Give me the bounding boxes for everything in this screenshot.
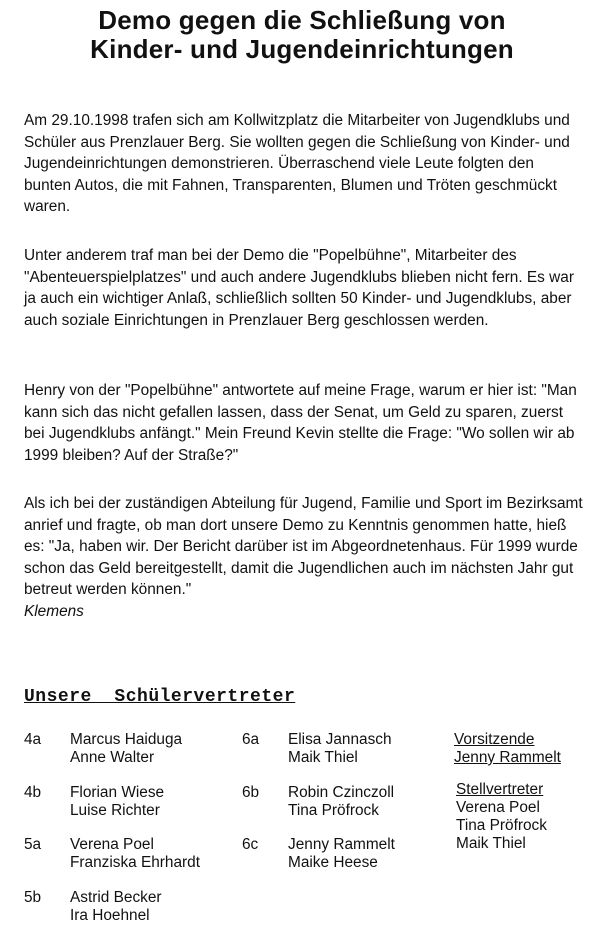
class-grade-4a: 4a [24, 731, 42, 748]
chair-block [454, 731, 561, 767]
article-paragraph-1: Am 29.10.1998 trafen sich am Kollwitzplatz die Mitarbeiter von Jugendklubs und Schüler aus Prenzlauer Berg. Sie wollten gegen die Schließung von Kinder- und Jugendeinrichtungen demonstrieren. Überraschend viele Leute folgten den bunten Autos, die mit Fahnen, Transparenten, Blumen und Tröten geschmückt waren. [24, 112, 570, 215]
class-grade-6b: 6b [242, 784, 260, 801]
headline [20, 6, 584, 64]
headline-line-1: Demo gegen die Schließung von [98, 5, 506, 35]
class-names-6c [288, 836, 395, 872]
class-grade-6c: 6c [242, 836, 259, 853]
representatives-title: Unsere Schülervertreter [24, 687, 296, 707]
representative-name: Elisa Jannasch [288, 731, 392, 748]
deputy-name: Tina Pröfrock [456, 817, 547, 834]
class-names-5b [70, 889, 162, 925]
representative-name: Maike Heese [288, 854, 378, 871]
representative-name: Ira Hoehnel [70, 907, 150, 924]
deputy-name: Maik Thiel [456, 835, 526, 852]
article-paragraph-3: Henry von der "Popelbühne" antwortete auf meine Frage, warum er hier ist: "Man kann sich das nicht gefallen lassen, dass der Senat, um Geld zu sparen, zuerst bei Jugendklubs anfängt." Mein Freund Kevin stellte die Frage: "Wo sollen wir ab 1999 bleiben? Auf der Straße?" [24, 382, 577, 464]
deputy-block [456, 781, 547, 853]
representative-name: Astrid Becker [70, 889, 162, 906]
representative-name: Maik Thiel [288, 749, 358, 766]
representative-name: Marcus Haiduga [70, 731, 183, 748]
class-names-6b [288, 784, 394, 820]
deputy-name: Verena Poel [456, 799, 540, 816]
chair-name: Jenny Rammelt [454, 749, 561, 766]
representative-name: Anne Walter [70, 749, 155, 766]
class-grade-5b: 5b [24, 889, 42, 906]
article-paragraph-2: Unter anderem traf man bei der Demo die "Popelbühne", Mitarbeiter des "Abenteuerspielplatzes" und auch andere Jugendklubs blieben nicht fern. Es war ja auch ein wichtiger Anlaß, schließlich sollten 50 Kinder- und Jugendklubs, aber auch soziale Einrichtungen in Prenzlauer Berg geschlossen werden. [24, 247, 574, 329]
class-grade-6a: 6a [242, 731, 260, 748]
chair-label: Vorsitzende [454, 731, 535, 748]
representative-name: Tina Pröfrock [288, 802, 379, 819]
representative-name: Florian Wiese [70, 784, 165, 801]
representative-name: Verena Poel [70, 836, 154, 853]
article-paragraph-4: Als ich bei der zuständigen Abteilung für Jugend, Familie und Sport im Bezirksamt anrief und fragte, ob man dort unsere Demo zu Kenntnis genommen hatte, hieß es: "Ja, haben wir. Der Bericht darüber ist im Abgeordnetenhaus. Für 1999 wurde schon das Geld bereitgestellt, damit die Jugendlichen auch im nächsten Jahr gut betreut werden können." [24, 495, 583, 598]
class-names-5a [70, 836, 200, 872]
class-names-4b [70, 784, 164, 820]
representative-name: Franziska Ehrhardt [70, 854, 201, 871]
class-grade-4b: 4b [24, 784, 42, 801]
representative-name: Jenny Rammelt [288, 836, 395, 853]
class-grade-5a: 5a [24, 836, 42, 853]
headline-line-2: Kinder- und Jugendeinrichtungen [90, 34, 514, 64]
article-author: Klemens [24, 603, 84, 620]
deputy-label: Stellvertreter [456, 781, 544, 798]
class-names-6a [288, 731, 392, 767]
representative-name: Luise Richter [70, 802, 160, 819]
representative-name: Robin Czinczoll [288, 784, 395, 801]
class-names-4a [70, 731, 182, 767]
